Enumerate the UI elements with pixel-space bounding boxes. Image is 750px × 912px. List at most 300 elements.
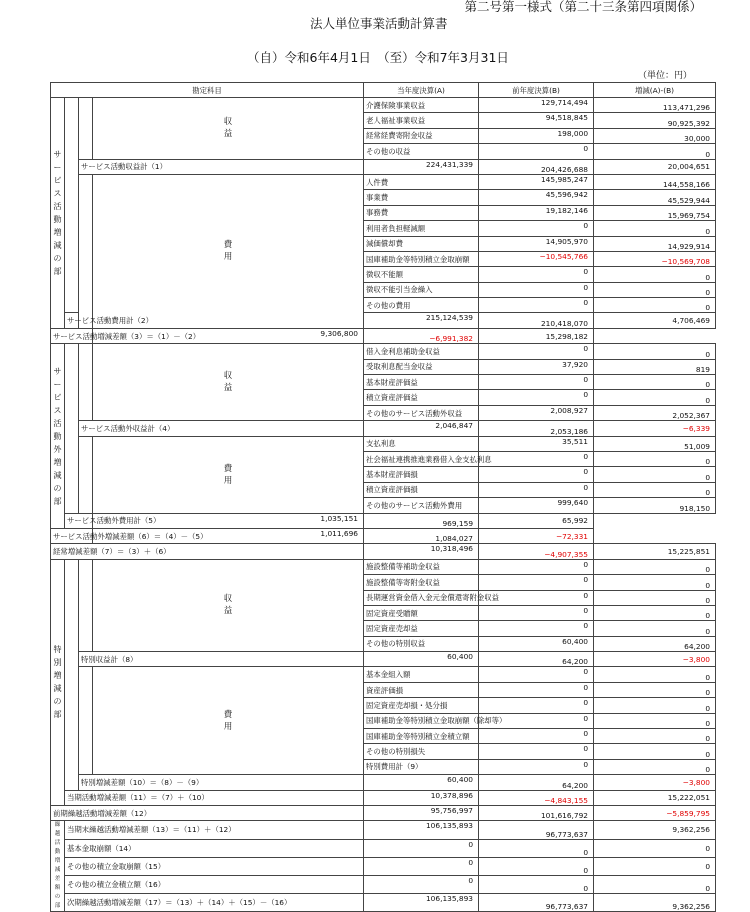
prior-value-cell: [594, 590, 716, 605]
prior-value-cell: [594, 128, 716, 143]
current-value: 0: [583, 390, 589, 400]
row-label: 老人福祉事業収益: [364, 113, 479, 128]
prior-value-cell: [594, 236, 716, 251]
current-value: 95,756,997: [430, 805, 474, 815]
current-value-cell: [364, 821, 479, 839]
table-row: [51, 513, 716, 528]
prior-value-cell: [594, 221, 716, 236]
diff-value: −3,800: [682, 654, 711, 664]
current-value-cell: [479, 482, 594, 497]
current-value-cell: [364, 544, 479, 559]
prior-value: −10,569,708: [661, 257, 711, 267]
prior-value-cell: [594, 375, 716, 390]
table-row: [51, 344, 716, 359]
prior-value-cell: [594, 559, 716, 574]
diff-value-cell: [479, 513, 594, 528]
current-value-cell: [364, 775, 479, 790]
prior-value: 0: [705, 734, 711, 744]
prior-value: 113,471,296: [662, 103, 711, 113]
prior-value: 204,426,688: [540, 164, 589, 174]
prior-value-cell: [479, 652, 594, 667]
prior-value: 64,200: [562, 780, 589, 790]
prior-value-cell: [479, 544, 594, 559]
current-value: 0: [583, 482, 589, 492]
section-special: [51, 559, 65, 805]
spacer-cell: [65, 559, 79, 790]
table-row: [51, 652, 716, 667]
current-value-cell: [479, 128, 594, 143]
current-value: 0: [583, 744, 589, 754]
prior-value: −4,907,355: [544, 549, 589, 559]
table-row: [51, 559, 716, 574]
current-value-cell: [479, 605, 594, 620]
group-income-service-label: 収益: [223, 117, 233, 140]
current-value-cell: [479, 436, 594, 451]
prior-value-cell: [479, 775, 594, 790]
current-value: 14,905,970: [545, 236, 589, 246]
prior-value-cell: [364, 528, 479, 543]
col-header-diff: 増減(A)-(B): [594, 83, 716, 98]
row-label: 社会福祉連携推進業務借入金支払利息: [364, 451, 479, 466]
prior-value: 0: [705, 149, 711, 159]
prior-value-cell: [479, 805, 594, 820]
current-value: 60,400: [447, 775, 474, 785]
row-label: 基本財産評価損: [364, 467, 479, 482]
current-value-cell: [479, 667, 594, 682]
group-expense-service-label: 費用: [223, 240, 233, 263]
group-expense-special-label: 費用: [223, 709, 233, 732]
current-value-cell: [479, 390, 594, 405]
row-label: 支払利息: [364, 436, 479, 451]
current-value: 9,306,800: [320, 328, 359, 338]
current-value: 224,431,339: [425, 159, 474, 169]
diff-value-cell: [479, 528, 594, 543]
diff-value-cell: [594, 875, 716, 893]
prior-value: 0: [705, 765, 711, 775]
spacer-cell: [79, 559, 93, 651]
table-row: [51, 790, 716, 805]
current-value-cell: [364, 894, 479, 912]
prior-value: 210,418,070: [540, 318, 589, 328]
current-value: 0: [583, 144, 589, 154]
prior-value: 51,009: [684, 441, 711, 451]
table-row: [51, 174, 716, 189]
row-label: その他のサービス活動外収益: [364, 405, 479, 420]
current-value: 2,046,847: [435, 421, 474, 431]
diff-value-cell: [594, 857, 716, 875]
current-value-cell: [479, 729, 594, 744]
row-label: 減価償却費: [364, 236, 479, 251]
table-row: [51, 528, 716, 543]
row-label: 徴収不能引当金繰入: [364, 282, 479, 297]
prior-value-cell: [479, 839, 594, 857]
current-value-cell: [479, 298, 594, 313]
col-header-prior: 前年度決算(B): [479, 83, 594, 98]
prior-value-cell: [594, 144, 716, 159]
prior-value: 2,052,367: [672, 411, 711, 421]
diff-value: 0: [705, 884, 711, 894]
current-value-cell: [479, 575, 594, 590]
prior-value-cell: [594, 467, 716, 482]
prior-value-cell: [364, 513, 479, 528]
current-value: 0: [583, 575, 589, 585]
current-value: 0: [583, 559, 589, 569]
table-row: [51, 544, 716, 559]
row-label: 徴収不能額: [364, 267, 479, 282]
group-expense-nonservice-label: 費用: [223, 463, 233, 486]
prior-value-cell: [479, 875, 594, 893]
current-value-cell: [479, 113, 594, 128]
current-value-cell: [479, 636, 594, 651]
row-label: その他の積立金取崩額（15）: [65, 857, 364, 875]
row-label: 施設整備等寄附金収益: [364, 575, 479, 590]
prior-value: −6,991,382: [429, 334, 474, 344]
current-value-cell: [364, 313, 479, 328]
prior-value: 0: [705, 719, 711, 729]
section-nonservice: [51, 344, 65, 529]
row-label: その他の収益: [364, 144, 479, 159]
diff-value-cell: [594, 805, 716, 820]
current-value-cell: [364, 159, 479, 174]
table-row: [51, 839, 716, 857]
prior-value-cell: [594, 344, 716, 359]
prior-value: 819: [695, 365, 711, 375]
spacer-cell: [79, 174, 93, 328]
row-label: 固定資産受贈額: [364, 605, 479, 620]
prior-value-cell: [364, 328, 479, 343]
current-value-cell: [364, 805, 479, 820]
current-value: 145,985,247: [540, 174, 589, 184]
current-value: 35,511: [562, 436, 589, 446]
diff-value: 65,992: [562, 516, 589, 526]
prior-value: 0: [705, 272, 711, 282]
row-label: 介護保険事業収益: [364, 98, 479, 113]
current-value: 0: [583, 221, 589, 231]
current-value: 10,378,896: [430, 790, 474, 800]
current-value-cell: [479, 621, 594, 636]
row-label: 借入金利息補助金収益: [364, 344, 479, 359]
prior-value-cell: [594, 390, 716, 405]
prior-value: 30,000: [684, 134, 711, 144]
prior-value: 0: [583, 847, 589, 857]
current-value-cell: [479, 144, 594, 159]
group-income-special: [93, 559, 364, 651]
table-row: [51, 821, 716, 839]
current-value: 0: [583, 621, 589, 631]
current-value-cell: [364, 875, 479, 893]
row-label: その他の特別損失: [364, 744, 479, 759]
current-value: 999,640: [557, 498, 589, 508]
row-label: 利用者負担軽減額: [364, 221, 479, 236]
diff-value: −72,331: [555, 531, 589, 541]
current-value: 2,008,927: [550, 405, 589, 415]
row-label: 事業費: [364, 190, 479, 205]
group-income-nonservice: [93, 344, 364, 421]
prior-value: 0: [705, 672, 711, 682]
prior-value-cell: [594, 759, 716, 774]
row-label: 経常増減差額（7）＝（3）＋（6）: [51, 544, 364, 559]
row-label: 固定資産売却益: [364, 621, 479, 636]
current-value: 60,400: [562, 636, 589, 646]
prior-value-cell: [594, 729, 716, 744]
prior-value: 64,200: [684, 642, 711, 652]
prior-value: 45,529,944: [667, 195, 711, 205]
table-row: [51, 421, 716, 436]
current-value-cell: [479, 344, 594, 359]
fiscal-period: （自）令和6年4月1日 （至）令和7年3月31日: [247, 50, 509, 65]
prior-value: 2,053,186: [550, 426, 589, 436]
row-label: 当期活動増減差額（11）＝（7）＋（10）: [65, 790, 364, 805]
prior-value: 101,616,792: [540, 811, 589, 821]
row-label: 基本金取崩額（14）: [65, 839, 364, 857]
current-value: 94,518,845: [545, 113, 589, 123]
diff-value: 15,222,051: [667, 793, 711, 803]
row-label: 経常経費寄附金収益: [364, 128, 479, 143]
prior-value: 0: [705, 580, 711, 590]
current-value-cell: [479, 498, 594, 513]
row-label: その他の特別収益: [364, 636, 479, 651]
prior-value-cell: [594, 359, 716, 374]
activity-statement-table: [50, 82, 716, 912]
prior-value: 0: [705, 395, 711, 405]
prior-value-cell: [594, 190, 716, 205]
current-value-cell: [479, 190, 594, 205]
current-value: 0: [468, 875, 474, 885]
current-value: 0: [583, 451, 589, 461]
prior-value: 0: [705, 472, 711, 482]
row-label: 積立資産評価損: [364, 482, 479, 497]
current-value: −10,545,766: [539, 251, 589, 261]
prior-value: 0: [705, 288, 711, 298]
current-value-cell: [479, 405, 594, 420]
spacer-cell: [79, 436, 93, 513]
current-value-cell: [364, 839, 479, 857]
table-row: [51, 805, 716, 820]
current-value: 37,920: [562, 359, 589, 369]
row-label: 受取利息配当金収益: [364, 359, 479, 374]
current-value-cell: [364, 421, 479, 436]
table-row: [51, 436, 716, 451]
current-value: 198,000: [557, 128, 589, 138]
row-label: 基本財産評価益: [364, 375, 479, 390]
current-value: 10,318,496: [430, 544, 474, 554]
diff-value: 0: [705, 861, 711, 871]
prior-value: 64,200: [562, 657, 589, 667]
row-label: 施設整備等補助金収益: [364, 559, 479, 574]
current-value: 0: [583, 605, 589, 615]
current-value: 0: [583, 682, 589, 692]
current-value: 60,400: [447, 652, 474, 662]
prior-value-cell: [479, 857, 594, 875]
spacer-cell: [79, 344, 93, 421]
prior-value-cell: [594, 744, 716, 759]
row-label: サービス活動外収益計（4）: [79, 421, 364, 436]
prior-value-cell: [594, 267, 716, 282]
prior-value-cell: [594, 98, 716, 113]
prior-value: 0: [583, 884, 589, 894]
spacer-cell: [65, 344, 79, 513]
current-value-cell: [364, 790, 479, 805]
prior-value-cell: [594, 482, 716, 497]
current-value: 45,596,942: [545, 190, 589, 200]
col-header-current: 当年度決算(A): [364, 83, 479, 98]
prior-value: 0: [705, 626, 711, 636]
prior-value-cell: [594, 451, 716, 466]
row-label: 国庫補助金等特別積立金積立額: [364, 729, 479, 744]
prior-value-cell: [594, 282, 716, 297]
current-value-cell: [364, 652, 479, 667]
current-value: 106,135,893: [425, 894, 474, 904]
form-number-label: 第二号第一様式（第二十三条第四項関係）: [464, 0, 702, 14]
row-label: サービス活動費用計（2）: [65, 313, 93, 328]
current-value: 0: [468, 857, 474, 867]
prior-value-cell: [479, 313, 594, 328]
current-value: 215,124,539: [425, 313, 474, 323]
prior-value: 0: [705, 349, 711, 359]
current-value: 19,182,146: [545, 205, 589, 215]
current-value-cell: [479, 559, 594, 574]
current-value: 0: [583, 282, 589, 292]
unit-label: （単位：円）: [638, 71, 693, 81]
prior-value: 0: [705, 595, 711, 605]
current-value-cell: [479, 267, 594, 282]
section-label-special: 特別増減の部: [53, 645, 62, 720]
current-value-cell: [479, 451, 594, 466]
row-label: 特別増減差額（10）＝（8）－（9）: [79, 775, 364, 790]
prior-value-cell: [594, 713, 716, 728]
prior-value-cell: [594, 298, 716, 313]
diff-value-cell: [594, 544, 716, 559]
table-row: [51, 857, 716, 875]
diff-value-cell: [594, 159, 716, 174]
diff-value: −3,800: [682, 777, 711, 787]
group-expense-special: [93, 667, 364, 775]
row-label: 次期繰越活動増減差額（17）＝（13）＋（14）＋（15）－（16）: [65, 894, 364, 912]
diff-value-cell: [594, 821, 716, 839]
section-label-service: サービス活動増減の部: [53, 149, 62, 276]
prior-value-cell: [479, 421, 594, 436]
current-value: 0: [583, 729, 589, 739]
prior-value-cell: [594, 636, 716, 651]
current-value: 0: [583, 375, 589, 385]
row-label: その他のサービス活動外費用: [364, 498, 479, 513]
current-value: 0: [468, 839, 474, 849]
diff-value-cell: [594, 894, 716, 912]
current-value-cell: [479, 251, 594, 266]
table-row: [51, 328, 716, 343]
header-row: [51, 83, 716, 98]
diff-value-cell: [594, 790, 716, 805]
current-value: 1,035,151: [320, 513, 359, 523]
prior-value-cell: [594, 682, 716, 697]
prior-value: −4,843,155: [544, 795, 589, 805]
row-label: 固定資産売却損・処分損: [364, 698, 479, 713]
diff-value: −6,339: [682, 423, 711, 433]
row-label: その他の費用: [364, 298, 479, 313]
diff-value: 9,362,256: [672, 825, 711, 835]
current-value: 0: [583, 298, 589, 308]
current-value: 1,011,696: [320, 528, 359, 538]
section-label-nonservice: サービス活動外増減の部: [53, 366, 62, 506]
table-row: [51, 894, 716, 912]
diff-value: 0: [705, 843, 711, 853]
prior-value: 0: [705, 303, 711, 313]
section-label-carry: 繰越活動増減差額の部: [54, 822, 61, 910]
prior-value: 0: [583, 865, 589, 875]
prior-value: 0: [705, 611, 711, 621]
current-value: 0: [583, 267, 589, 277]
col-header-subject: 勘定科目: [51, 83, 364, 98]
row-label: 国庫補助金等特別積立金取崩額（除却等）: [364, 713, 479, 728]
current-value: 0: [583, 467, 589, 477]
row-label: 人件費: [364, 174, 479, 189]
prior-value: 969,159: [442, 518, 474, 528]
prior-value-cell: [594, 605, 716, 620]
prior-value-cell: [594, 621, 716, 636]
group-income-special-label: 収益: [223, 594, 233, 617]
prior-value-cell: [479, 159, 594, 174]
prior-value-cell: [594, 698, 716, 713]
diff-value: −5,859,795: [666, 808, 711, 818]
spacer-cell: [79, 667, 93, 775]
table-row: [51, 775, 716, 790]
prior-value: 0: [705, 749, 711, 759]
prior-value-cell: [594, 251, 716, 266]
current-value: 0: [583, 667, 589, 677]
prior-value-cell: [594, 113, 716, 128]
row-label: 基本金組入額: [364, 667, 479, 682]
diff-value-cell: [594, 313, 716, 328]
prior-value: 90,925,392: [667, 118, 711, 128]
table-row: [51, 667, 716, 682]
document-title: 法人単位事業活動計算書: [310, 16, 448, 31]
prior-value: 0: [705, 380, 711, 390]
current-value-cell: [479, 682, 594, 697]
current-value: 0: [583, 759, 589, 769]
prior-value-cell: [594, 436, 716, 451]
current-value-cell: [479, 236, 594, 251]
diff-value: 9,362,256: [672, 902, 711, 912]
prior-value: 14,929,914: [667, 241, 711, 251]
prior-value: 0: [705, 226, 711, 236]
current-value-cell: [479, 359, 594, 374]
prior-value-cell: [594, 174, 716, 189]
prior-value: 0: [705, 488, 711, 498]
row-label: サービス活動収益計（1）: [79, 159, 364, 174]
current-value-cell: [479, 375, 594, 390]
group-income-nonservice-label: 収益: [223, 371, 233, 394]
prior-value: 15,969,754: [667, 211, 711, 221]
prior-value-cell: [479, 790, 594, 805]
diff-value: 4,706,469: [672, 316, 711, 326]
row-label: 長期運営資金借入金元金償還寄附金収益: [364, 590, 479, 605]
prior-value-cell: [479, 894, 594, 912]
prior-value: 918,150: [679, 503, 711, 513]
table-row: [51, 159, 716, 174]
prior-value: 144,558,166: [662, 180, 711, 190]
diff-value-cell: [594, 839, 716, 857]
row-label: 当期末繰越活動増減差額（13）＝（11）＋（12）: [65, 821, 364, 839]
prior-value-cell: [594, 667, 716, 682]
current-value: 106,135,893: [425, 821, 474, 831]
row-label: 特別収益計（8）: [79, 652, 364, 667]
prior-value-cell: [479, 821, 594, 839]
prior-value: 0: [705, 457, 711, 467]
row-label: サービス活動外費用計（5）: [65, 513, 93, 528]
row-label: サービス活動外増減差額（6）＝（4）－（5）: [51, 528, 93, 543]
row-label: 資産評価損: [364, 682, 479, 697]
diff-value-cell: [479, 328, 594, 343]
